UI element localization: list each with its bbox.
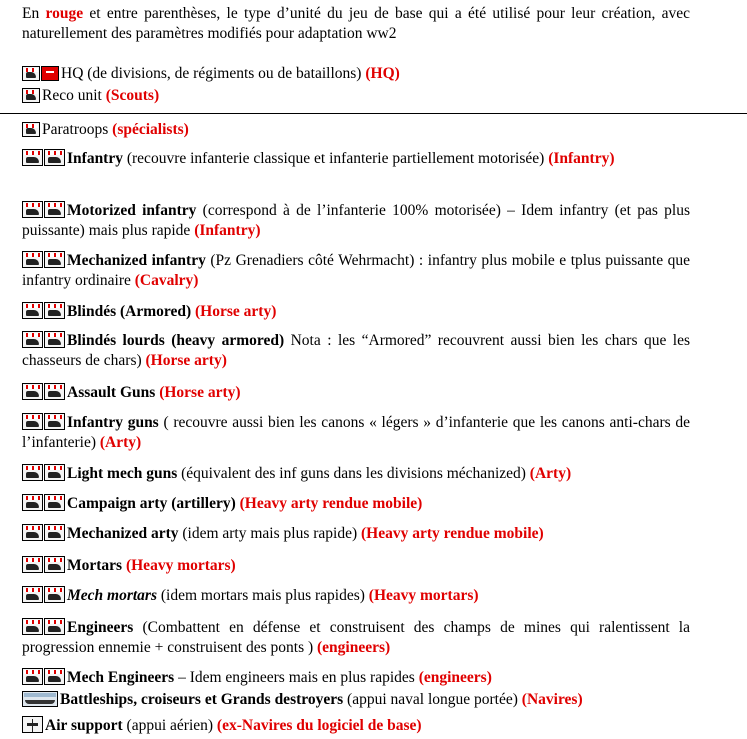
tank-icon	[22, 302, 43, 319]
tank-icon	[22, 331, 43, 348]
intro-part2: et entre parenthèses, le type d’unité du jeu de base qui a été utilisé pour leur création, avec naturellement des paramètres modifiés pour adaptation ww2	[22, 5, 690, 42]
truck-icon	[22, 201, 43, 218]
unit-type: (Heavy mortars)	[125, 557, 236, 574]
unit-name: Air support	[45, 717, 123, 734]
scout-vehicle-icon	[22, 88, 40, 103]
unit-mech-arty	[22, 524, 690, 544]
unit-type: (Heavy arty rendue mobile)	[361, 525, 544, 542]
unit-desc: (idem mortars mais plus rapides)	[157, 587, 369, 604]
infantry-counter-icon	[44, 149, 65, 166]
gun-icon	[44, 413, 65, 430]
unit-desc: (Pz Grenadiers côté Wehrmacht) : infantry plus mobile e tplus puissante que infantry ordinaire	[22, 252, 690, 289]
airplane-icon	[22, 716, 43, 733]
tank-icon	[44, 331, 65, 348]
unit-desc: (appui aérien)	[122, 717, 217, 734]
unit-name: Battleships, croiseurs et Grands destroyers	[60, 691, 344, 708]
unit-type: (Heavy arty rendue mobile)	[239, 495, 423, 512]
engineer-icon	[44, 618, 65, 635]
tank-icon	[22, 383, 43, 400]
horizontal-divider	[0, 113, 747, 114]
unit-type: (Horse arty)	[145, 352, 227, 369]
intro-part1: En	[22, 5, 46, 22]
german-flag-icon	[41, 66, 59, 81]
unit-infantry-guns	[22, 413, 690, 453]
unit-type: (Arty)	[99, 434, 142, 451]
unit-engineers	[22, 618, 690, 658]
unit-type: (Horse arty)	[159, 384, 241, 401]
unit-blindes	[22, 302, 690, 322]
unit-desc: (correspond à de l’infanterie 100% motorisée) – Idem infantry (et pas plus puissante) mais plus rapide	[22, 202, 691, 239]
reco-type: (Scouts)	[105, 87, 160, 104]
unit-type: (Heavy mortars)	[368, 587, 479, 604]
unit-name: Campaign arty (artillery)	[67, 495, 240, 512]
unit-desc: (appui naval longue portée)	[343, 691, 522, 708]
engineer-icon	[22, 618, 43, 635]
gun-icon	[44, 464, 65, 481]
unit-mech-engineers	[22, 668, 690, 688]
unit-name: Infantry	[67, 150, 123, 167]
unit-name: Paratroops	[42, 121, 113, 138]
infantry-counter-icon	[22, 149, 43, 166]
unit-desc: Nota : les “Armored” recouvrent aussi bien les chars que les chasseurs de chars)	[22, 332, 691, 369]
gun-icon	[22, 494, 43, 511]
unit-name: Mortars	[67, 557, 126, 574]
unit-name: Blindés lourds (heavy armored)	[67, 332, 285, 349]
unit-air	[22, 716, 690, 736]
gun-icon	[22, 413, 43, 430]
unit-type: (engineers)	[418, 669, 492, 686]
unit-type: (Infantry)	[548, 150, 615, 167]
unit-desc: (équivalent des inf guns dans les divisions méchanized)	[177, 465, 530, 482]
unit-name: Motorized infantry	[67, 202, 197, 219]
unit-campaign	[22, 494, 690, 514]
halftrack-icon	[22, 251, 43, 268]
legend-reco	[22, 86, 690, 106]
unit-type: (engineers)	[317, 639, 391, 656]
unit-desc: ( recouvre aussi bien les canons « légers » d’infanterie que les canons anti-chars de l’infanterie)	[22, 414, 690, 451]
unit-assault	[22, 383, 690, 403]
hq-icons	[22, 66, 60, 84]
halftrack-icon	[22, 586, 43, 603]
unit-name: Mechanized arty	[67, 525, 179, 542]
unit-paratroops	[22, 120, 690, 140]
unit-type: (Arty)	[529, 465, 572, 482]
battleship-icon	[22, 691, 58, 707]
unit-name: Mech Engineers	[67, 669, 175, 686]
unit-infantry	[22, 149, 690, 169]
unit-desc: (Combattent en défense et construisent des champs de mines qui ralentissent la progression ennemie + construisent des ponts )	[22, 619, 690, 656]
unit-name: Engineers	[67, 619, 134, 636]
unit-type: (Infantry)	[194, 222, 261, 239]
unit-battleships	[22, 690, 690, 710]
tank-icon	[44, 383, 65, 400]
unit-type: (Horse arty)	[195, 303, 277, 320]
infantry-counter-icon	[44, 201, 65, 218]
engineer-icon	[44, 668, 65, 685]
unit-desc: (recouvre infanterie classique et infanterie partiellement motorisée)	[122, 150, 549, 167]
intro-paragraph	[22, 4, 690, 44]
tank-icon	[44, 302, 65, 319]
mortar-icon	[44, 556, 65, 573]
intro-rouge: rouge	[45, 5, 84, 22]
unit-name: Mechanized infantry	[67, 252, 206, 269]
hq-counter-icon	[22, 66, 40, 81]
unit-motorized	[22, 201, 690, 241]
halftrack-icon	[22, 524, 43, 541]
gun-icon	[44, 524, 65, 541]
unit-type: (ex-Navires du logiciel de base)	[216, 717, 422, 734]
infantry-counter-icon	[44, 251, 65, 268]
unit-mechanized	[22, 251, 690, 291]
halftrack-icon	[22, 464, 43, 481]
unit-desc: – Idem engineers mais en plus rapides	[174, 669, 419, 686]
unit-type: (Navires)	[521, 691, 583, 708]
reco-icons	[22, 88, 41, 106]
unit-type: (spécialists)	[112, 121, 189, 138]
gun-icon	[44, 494, 65, 511]
unit-name: Assault Guns	[67, 384, 160, 401]
legend-hq	[22, 64, 690, 84]
paratroop-icon	[22, 122, 40, 137]
unit-mortars	[22, 556, 690, 576]
unit-type: (Cavalry)	[134, 272, 199, 289]
unit-blindes-lourds	[22, 331, 690, 371]
unit-name: Mech mortars	[67, 587, 157, 604]
unit-name: Light mech guns	[67, 465, 178, 482]
hq-type: (HQ)	[365, 65, 400, 82]
hq-label: HQ (de divisions, de régiments ou de bataillons)	[61, 65, 366, 82]
unit-mech-mortars	[22, 586, 690, 606]
unit-desc: (idem arty mais plus rapide)	[178, 525, 361, 542]
unit-light-mech	[22, 464, 690, 484]
halftrack-icon	[22, 668, 43, 685]
mortar-icon	[44, 586, 65, 603]
mortar-icon	[22, 556, 43, 573]
unit-name: Blindés (Armored)	[67, 303, 196, 320]
unit-name: Infantry guns	[67, 414, 159, 431]
reco-label: Reco unit	[42, 87, 106, 104]
